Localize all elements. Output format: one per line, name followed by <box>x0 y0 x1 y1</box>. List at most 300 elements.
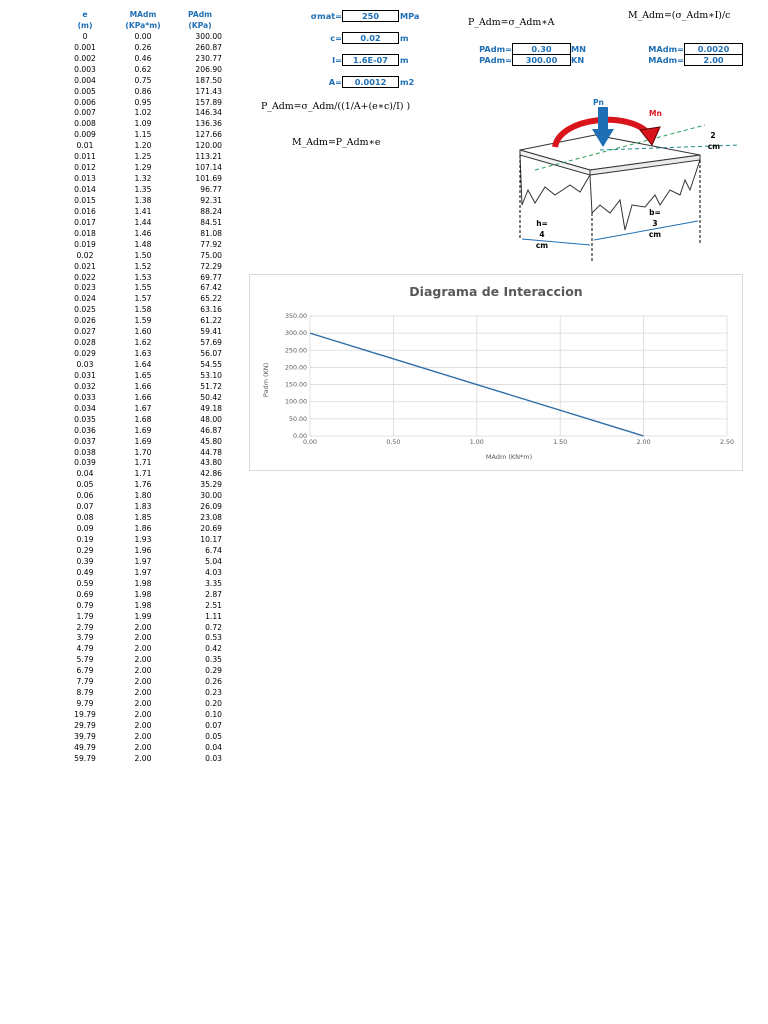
cell-madm: 1.29 <box>134 163 152 173</box>
cell-padm: 88.24 <box>200 206 222 216</box>
cell-padm: 0.20 <box>205 699 222 709</box>
table-row <box>62 601 222 612</box>
cell-madm: 1.64 <box>134 360 152 370</box>
cell-e: 9.79 <box>76 699 94 709</box>
cell-e: 0.04 <box>76 469 94 479</box>
a-input[interactable]: 0.0012 <box>342 76 399 88</box>
table-row <box>62 229 222 240</box>
table-row <box>62 655 222 666</box>
cell-padm: 101.69 <box>195 174 222 184</box>
c-input[interactable]: 0.02 <box>342 32 399 44</box>
cell-madm: 2.00 <box>134 666 152 676</box>
cell-padm: 0.23 <box>205 688 222 698</box>
dim-2-value: 2 <box>710 131 716 140</box>
cell-e: 0.034 <box>74 403 96 413</box>
cell-e: 0.49 <box>76 567 94 577</box>
cell-madm: 1.76 <box>134 480 152 490</box>
cell-e: 0.03 <box>76 360 94 370</box>
cell-padm: 107.14 <box>195 163 222 173</box>
table-row <box>62 448 222 459</box>
madm-value-1: 0.0020 <box>684 43 743 55</box>
cell-e: 0.011 <box>74 152 96 162</box>
table-row <box>62 732 222 743</box>
cell-madm: 0.62 <box>134 64 152 74</box>
cell-e: 0.005 <box>74 86 96 96</box>
table-row <box>62 491 222 502</box>
cell-padm: 1.11 <box>205 611 222 621</box>
cell-padm: 0.72 <box>205 622 222 632</box>
cell-padm: 26.09 <box>200 502 222 512</box>
chart-x-axis-label: MAdm (KN*m) <box>485 453 533 461</box>
table-row <box>62 43 222 54</box>
cell-e: 0.036 <box>74 425 96 435</box>
cell-padm: 54.55 <box>200 360 222 370</box>
cell-madm: 1.98 <box>134 589 152 599</box>
i-input[interactable]: 1.6E-07 <box>342 54 399 66</box>
sigma-label: σmat= <box>310 11 342 21</box>
cell-padm: 127.66 <box>195 130 222 140</box>
cell-padm: 56.07 <box>200 349 222 359</box>
chart-title: Diagrama de Interaccion <box>409 284 583 299</box>
table-row <box>62 546 222 557</box>
cell-padm: 0.29 <box>205 666 222 676</box>
table-row <box>62 130 222 141</box>
cell-e: 0.022 <box>74 272 96 282</box>
cell-padm: 230.77 <box>195 53 222 63</box>
cell-madm: 1.44 <box>134 217 152 227</box>
formula-padm: P_Adm=σ_Adm∗A <box>468 17 555 28</box>
col-header-e: e <box>82 10 88 19</box>
cell-e: 0.019 <box>74 239 96 249</box>
table-row <box>62 502 222 513</box>
table-row <box>62 644 222 655</box>
cell-madm: 1.66 <box>134 381 152 391</box>
cell-madm: 1.58 <box>134 305 152 315</box>
y-tick-label: 0.00 <box>292 433 307 440</box>
cell-e: 0.025 <box>74 305 96 315</box>
cell-madm: 2.00 <box>134 644 152 654</box>
cell-madm: 1.09 <box>134 119 152 129</box>
cell-madm: 1.63 <box>134 349 152 359</box>
cell-madm: 0.95 <box>134 97 152 107</box>
beam-diagram-svg <box>500 95 745 265</box>
table-row <box>62 535 222 546</box>
table-row <box>62 185 222 196</box>
dim-2-unit: cm <box>707 142 721 151</box>
table-row <box>62 382 222 393</box>
cell-madm: 1.02 <box>134 108 152 118</box>
h-dim-value: 4 <box>539 230 545 239</box>
cell-e: 0.009 <box>74 130 96 140</box>
table-row <box>62 524 222 535</box>
b-dim-unit: cm <box>648 230 662 239</box>
cell-padm: 23.08 <box>200 513 222 523</box>
cell-padm: 51.72 <box>200 381 222 391</box>
beam-top-face <box>520 135 700 170</box>
h-dim-label: h= <box>536 219 548 228</box>
cell-padm: 42.86 <box>200 469 222 479</box>
cell-e: 6.79 <box>76 666 94 676</box>
beam-diagram <box>500 95 745 265</box>
table-row <box>62 393 222 404</box>
cell-e: 0.004 <box>74 75 96 85</box>
sigma-input[interactable]: 250 <box>342 10 399 22</box>
cell-madm: 1.71 <box>134 458 152 468</box>
table-row <box>62 262 222 273</box>
cell-madm: 1.25 <box>134 152 152 162</box>
cell-madm: 1.98 <box>134 578 152 588</box>
cell-padm: 84.51 <box>200 217 222 227</box>
cell-e: 0.07 <box>76 502 94 512</box>
chart-plot-area <box>285 313 734 446</box>
table-row <box>62 721 222 732</box>
cell-padm: 113.21 <box>195 152 222 162</box>
table-row <box>62 754 222 765</box>
cell-e: 2.79 <box>76 622 94 632</box>
cell-padm: 300.00 <box>195 31 222 41</box>
table-row <box>62 273 222 284</box>
table-header <box>62 10 222 32</box>
cell-padm: 0.10 <box>205 710 222 720</box>
table-row <box>62 207 222 218</box>
interaction-chart-svg <box>250 275 742 470</box>
cell-e: 3.79 <box>76 633 94 643</box>
madm-value-2: 2.00 <box>684 54 743 66</box>
cell-madm: 1.93 <box>134 535 152 545</box>
table-row <box>62 152 222 163</box>
cell-e: 7.79 <box>76 677 94 687</box>
cell-madm: 1.15 <box>134 130 152 140</box>
cell-madm: 1.55 <box>134 283 152 293</box>
table-row <box>62 612 222 623</box>
i-label: I= <box>332 55 342 65</box>
cell-e: 0.39 <box>76 556 94 566</box>
table-row <box>62 404 222 415</box>
madm-label-2: MAdm= <box>648 55 684 65</box>
cell-madm: 0.75 <box>134 75 152 85</box>
cell-e: 29.79 <box>74 720 96 730</box>
cell-padm: 45.80 <box>200 436 222 446</box>
cell-padm: 0.35 <box>205 655 222 665</box>
cell-madm: 2.00 <box>134 742 152 752</box>
cell-e: 0.021 <box>74 261 96 271</box>
cell-madm: 1.41 <box>134 206 152 216</box>
table-row <box>62 65 222 76</box>
padm-mn-value: 0.30 <box>512 43 571 55</box>
cell-e: 39.79 <box>74 731 96 741</box>
table-row <box>62 294 222 305</box>
cell-madm: 1.38 <box>134 195 152 205</box>
cell-madm: 1.80 <box>134 491 152 501</box>
cell-madm: 1.69 <box>134 425 152 435</box>
cell-e: 0.015 <box>74 195 96 205</box>
cell-madm: 1.85 <box>134 513 152 523</box>
cell-e: 0 <box>82 31 88 41</box>
table-row <box>62 743 222 754</box>
table-row <box>62 218 222 229</box>
table-row <box>62 437 222 448</box>
cell-madm: 1.97 <box>134 556 152 566</box>
table-row <box>62 688 222 699</box>
table-body <box>62 32 222 765</box>
cell-padm: 67.42 <box>200 283 222 293</box>
cell-e: 0.08 <box>76 513 94 523</box>
cell-padm: 5.04 <box>205 556 222 566</box>
cell-padm: 0.07 <box>205 720 222 730</box>
cell-e: 0.02 <box>76 250 94 260</box>
cell-e: 0.037 <box>74 436 96 446</box>
table-row <box>62 426 222 437</box>
cell-madm: 1.35 <box>134 185 152 195</box>
table-row <box>62 196 222 207</box>
x-tick-label: 0.00 <box>302 439 318 446</box>
col-header-madm: MAdm <box>129 10 157 19</box>
cell-padm: 6.74 <box>205 545 222 555</box>
y-tick-label: 50.00 <box>288 415 307 423</box>
cell-padm: 49.18 <box>200 403 222 413</box>
x-tick-label: 0.50 <box>386 439 401 446</box>
y-tick-label: 100.00 <box>284 398 307 406</box>
a-unit: m2 <box>400 77 415 87</box>
col-header-padm: PAdm <box>187 10 213 19</box>
cell-e: 0.002 <box>74 53 96 63</box>
table-row <box>62 338 222 349</box>
cell-padm: 171.43 <box>195 86 222 96</box>
table-row <box>62 108 222 119</box>
cell-padm: 61.22 <box>200 316 222 326</box>
cell-padm: 0.42 <box>205 644 222 654</box>
data-table <box>62 10 222 765</box>
cell-madm: 0.46 <box>134 53 152 63</box>
formula-padm-eccentric: P_Adm=σ_Adm/((1/A+(e∗c)/I) ) <box>261 101 411 112</box>
sigma-unit: MPa <box>400 11 420 21</box>
interaction-chart <box>249 274 743 471</box>
cell-madm: 1.46 <box>134 228 152 238</box>
cell-madm: 1.96 <box>134 545 152 555</box>
cell-e: 0.09 <box>76 524 94 534</box>
cell-madm: 1.70 <box>134 447 152 457</box>
madm-label-1: MAdm= <box>648 44 684 54</box>
table-row <box>62 633 222 644</box>
col-header-padm-unit: (KPa) <box>188 20 212 30</box>
cell-padm: 146.34 <box>195 108 222 118</box>
cell-e: 5.79 <box>76 655 94 665</box>
cell-e: 0.017 <box>74 217 96 227</box>
cell-e: 8.79 <box>76 688 94 698</box>
cell-padm: 2.51 <box>205 600 222 610</box>
cell-padm: 53.10 <box>200 370 222 380</box>
cell-padm: 50.42 <box>200 392 222 402</box>
table-row <box>62 87 222 98</box>
cell-e: 0.008 <box>74 119 96 129</box>
formula-madm-eccentric: M_Adm=P_Adm∗e <box>292 137 381 148</box>
cell-e: 19.79 <box>74 710 96 720</box>
cell-padm: 35.29 <box>200 480 222 490</box>
a-label: A= <box>328 77 342 87</box>
cell-padm: 30.00 <box>200 491 222 501</box>
cell-madm: 0.00 <box>134 31 152 41</box>
h-dim-unit: cm <box>535 241 549 250</box>
cell-e: 0.001 <box>74 42 96 52</box>
x-tick-label: 2.50 <box>719 439 735 446</box>
b-dim-value: 3 <box>652 219 658 228</box>
table-row <box>62 32 222 43</box>
table-row <box>62 349 222 360</box>
cell-e: 0.59 <box>76 578 94 588</box>
cell-madm: 0.26 <box>134 42 152 52</box>
cell-e: 0.029 <box>74 349 96 359</box>
cell-madm: 2.00 <box>134 731 152 741</box>
cell-padm: 92.31 <box>200 195 222 205</box>
table-row <box>62 458 222 469</box>
table-row <box>62 666 222 677</box>
pn-label: Pn <box>593 98 604 107</box>
y-tick-label: 350.00 <box>284 313 307 320</box>
cell-e: 0.031 <box>74 370 96 380</box>
table-row <box>62 360 222 371</box>
b-dim-label: b= <box>649 208 661 217</box>
cell-e: 0.039 <box>74 458 96 468</box>
cell-e: 0.007 <box>74 108 96 118</box>
table-row <box>62 316 222 327</box>
padm-kn-unit: KN <box>571 55 585 65</box>
cell-e: 0.01 <box>76 141 94 151</box>
table-row <box>62 590 222 601</box>
cell-madm: 2.00 <box>134 688 152 698</box>
table-row <box>62 141 222 152</box>
table-row <box>62 283 222 294</box>
cell-e: 0.023 <box>74 283 96 293</box>
cell-padm: 77.92 <box>200 239 222 249</box>
cell-padm: 4.03 <box>205 567 222 577</box>
cell-padm: 48.00 <box>200 414 222 424</box>
c-label: c= <box>330 33 342 43</box>
cell-padm: 81.08 <box>200 228 222 238</box>
cell-madm: 1.65 <box>134 370 152 380</box>
cell-madm: 2.00 <box>134 710 152 720</box>
cell-e: 0.027 <box>74 327 96 337</box>
table-row <box>62 677 222 688</box>
cell-padm: 65.22 <box>200 294 222 304</box>
y-tick-label: 150.00 <box>284 381 307 389</box>
cell-padm: 10.17 <box>200 535 222 545</box>
cell-madm: 1.48 <box>134 239 152 249</box>
cell-e: 0.19 <box>76 535 94 545</box>
cell-e: 0.006 <box>74 97 96 107</box>
cell-padm: 43.80 <box>200 458 222 468</box>
padm-kn-value: 300.00 <box>512 54 571 66</box>
cell-padm: 63.16 <box>200 305 222 315</box>
x-tick-label: 2.00 <box>636 439 651 446</box>
cell-e: 0.038 <box>74 447 96 457</box>
table-row <box>62 327 222 338</box>
cell-e: 0.033 <box>74 392 96 402</box>
cell-padm: 136.36 <box>195 119 222 129</box>
table-row <box>62 469 222 480</box>
table-row <box>62 240 222 251</box>
cell-padm: 120.00 <box>195 141 222 151</box>
x-tick-label: 1.50 <box>553 439 568 446</box>
cell-madm: 1.97 <box>134 567 152 577</box>
cell-padm: 260.87 <box>195 42 222 52</box>
cell-madm: 1.99 <box>134 611 152 621</box>
table-row <box>62 163 222 174</box>
table-row <box>62 513 222 524</box>
cell-madm: 1.60 <box>134 327 152 337</box>
cell-e: 0.014 <box>74 185 96 195</box>
table-row <box>62 54 222 65</box>
cell-padm: 187.50 <box>195 75 222 85</box>
y-tick-label: 200.00 <box>284 364 307 372</box>
cell-padm: 69.77 <box>200 272 222 282</box>
cell-e: 0.69 <box>76 589 94 599</box>
cell-madm: 1.52 <box>134 261 152 271</box>
padm-mn-unit: MN <box>571 44 586 54</box>
cell-e: 0.016 <box>74 206 96 216</box>
table-row <box>62 98 222 109</box>
cell-madm: 2.00 <box>134 699 152 709</box>
cell-padm: 0.04 <box>205 742 222 752</box>
cell-e: 0.028 <box>74 338 96 348</box>
cell-padm: 0.05 <box>205 731 222 741</box>
cell-e: 0.29 <box>76 545 94 555</box>
cell-padm: 96.77 <box>200 185 222 195</box>
cell-padm: 44.78 <box>200 447 222 457</box>
c-unit: m <box>400 33 409 43</box>
table-row <box>62 371 222 382</box>
table-row <box>62 579 222 590</box>
table-row <box>62 174 222 185</box>
col-header-madm-unit: (KPa*m) <box>125 20 161 30</box>
i-unit: m <box>400 55 409 65</box>
cell-e: 0.035 <box>74 414 96 424</box>
cell-madm: 1.71 <box>134 469 152 479</box>
cell-madm: 2.00 <box>134 720 152 730</box>
y-tick-label: 300.00 <box>284 330 307 338</box>
cell-e: 0.024 <box>74 294 96 304</box>
cell-e: 0.013 <box>74 174 96 184</box>
cell-e: 1.79 <box>76 611 94 621</box>
cell-padm: 0.53 <box>205 633 222 643</box>
cell-madm: 2.00 <box>134 633 152 643</box>
chart-y-axis-label: Padm (KN) <box>262 362 270 398</box>
table-row <box>62 76 222 87</box>
cell-madm: 1.86 <box>134 524 152 534</box>
cell-padm: 2.87 <box>205 589 222 599</box>
cell-padm: 20.69 <box>200 524 222 534</box>
cell-padm: 57.69 <box>200 338 222 348</box>
table-row <box>62 568 222 579</box>
cell-e: 4.79 <box>76 644 94 654</box>
table-row <box>62 305 222 316</box>
cell-madm: 1.20 <box>134 141 152 151</box>
cell-e: 59.79 <box>74 753 96 763</box>
cell-madm: 1.32 <box>134 174 152 184</box>
cell-padm: 157.89 <box>195 97 222 107</box>
col-header-e-unit: (m) <box>77 20 93 30</box>
moment-arrow-head-icon <box>640 127 660 145</box>
cell-e: 49.79 <box>74 742 96 752</box>
cell-e: 0.012 <box>74 163 96 173</box>
cell-madm: 1.98 <box>134 600 152 610</box>
y-tick-label: 250.00 <box>284 347 307 355</box>
cell-padm: 0.03 <box>205 753 222 763</box>
cell-madm: 1.69 <box>134 436 152 446</box>
padm-mn-label: PAdm= <box>479 44 512 54</box>
table-row <box>62 415 222 426</box>
cell-madm: 1.67 <box>134 403 152 413</box>
cell-e: 0.003 <box>74 64 96 74</box>
